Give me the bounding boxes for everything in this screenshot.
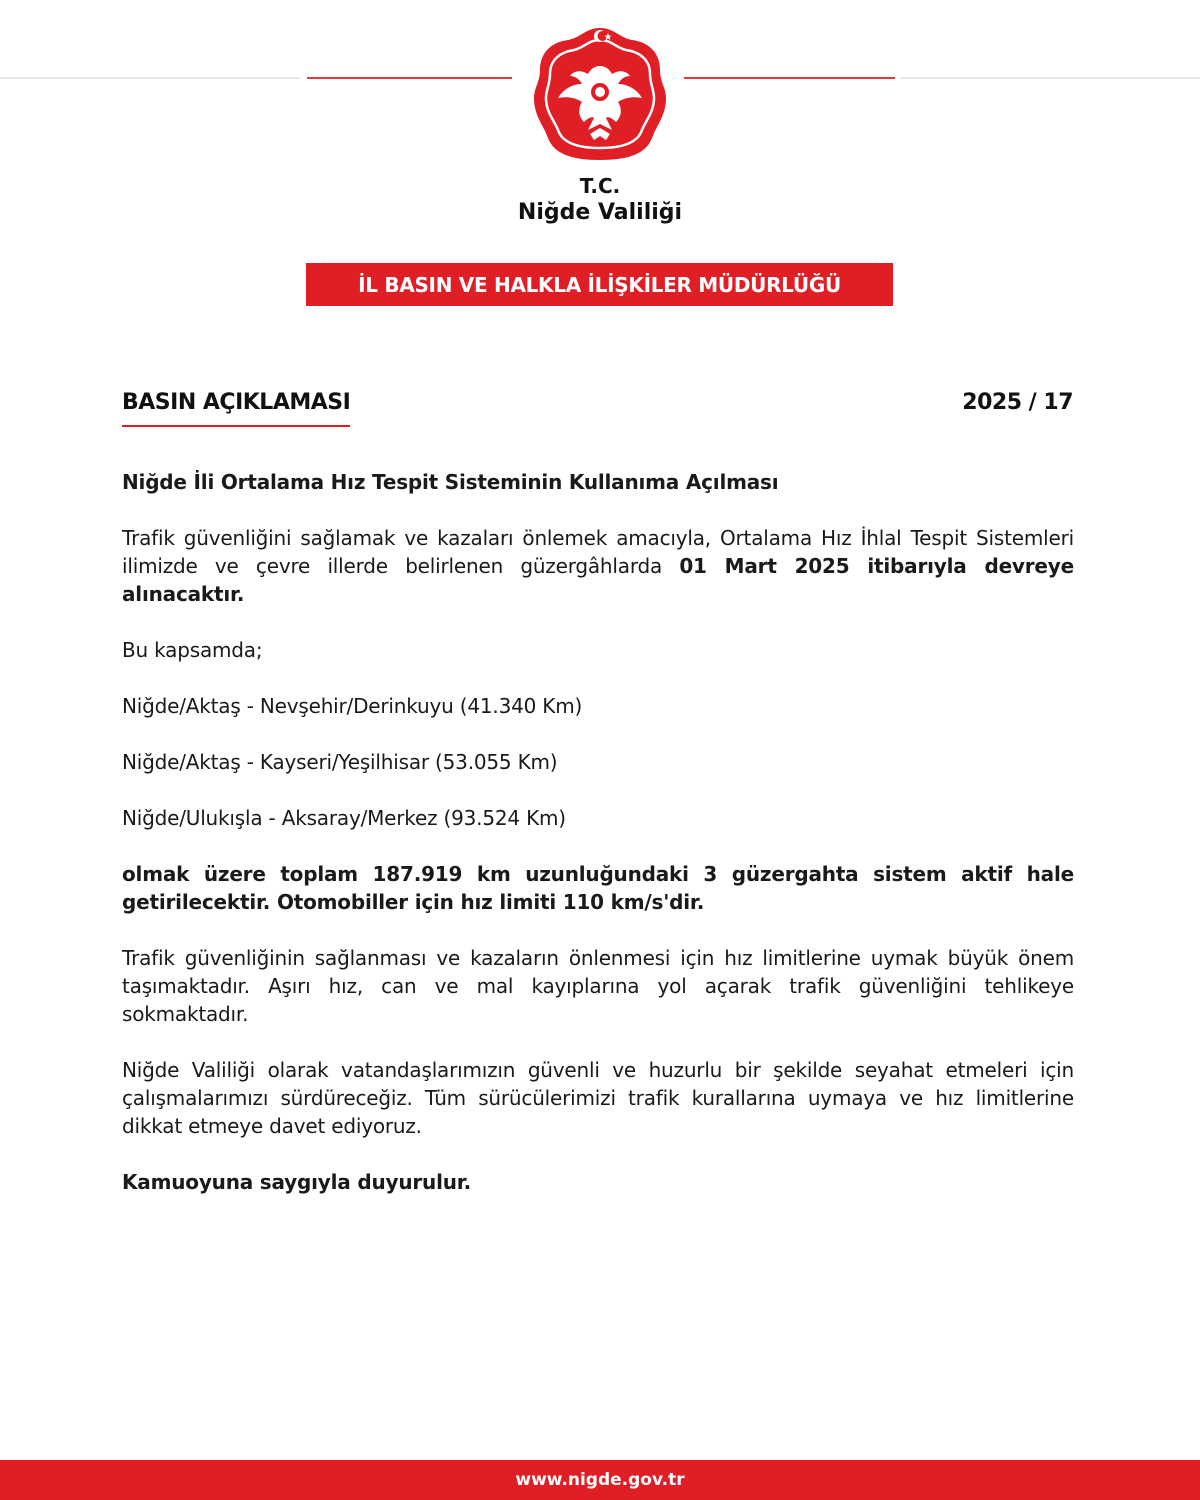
route-item: Niğde/Aktaş - Kayseri/Yeşilhisar (53.055 Km) [122, 750, 558, 774]
route-item: Niğde/Ulukışla - Aksaray/Merkez (93.524 Km) [122, 806, 566, 830]
department-label: İL BASIN VE HALKLA İLİŞKİLER MÜDÜRLÜĞÜ [358, 272, 841, 297]
org-abbrev: T.C. [579, 174, 621, 198]
header-rule-right-red [684, 77, 895, 79]
scope-lead: Bu kapsamda; [122, 638, 263, 662]
route-item: Niğde/Aktaş - Nevşehir/Derinkuyu (41.340 Km) [122, 694, 583, 718]
header-rule-left-red [307, 77, 512, 79]
header-rule-right-grey [900, 77, 1200, 79]
intro-paragraph [122, 524, 1074, 608]
nigde-emblem-icon [528, 22, 672, 166]
header-rule-left-grey [0, 77, 300, 79]
footer-bar [0, 1460, 1200, 1500]
press-release-body [122, 468, 1074, 1224]
intro-text: Trafik güvenliğini sağlamak ve kazaları önlemek amacıyla, Ortalama Hız İhlal Tespit Sistemleri ilimizde ve çevre illerde belirlenen güzergâhlarda [122, 526, 1074, 578]
safety-paragraph: Trafik güvenliğinin sağlanması ve kazaların önlenmesi için hız limitlerine uymak büyük önem taşımaktadır. Aşırı hız, can ve mal kayıplarına yol açarak trafik güvenliğini tehlikeye sokmaktadır. [122, 946, 1074, 1026]
subject-heading: Niğde İli Ortalama Hız Tespit Sisteminin Kullanıma Açılması [122, 470, 779, 494]
press-release-number: 2025 / 17 [962, 390, 1073, 415]
org-name: Niğde Valiliği [517, 200, 683, 225]
department-banner [306, 263, 893, 306]
closing-line: Kamuoyuna saygıyla duyurulur. [122, 1170, 471, 1194]
call-paragraph: Niğde Valiliği olarak vatandaşlarımızın güvenli ve huzurlu bir şekilde seyahat etmeleri için çalışmalarımızı sürdüreceğiz. Tüm sürücülerimizi trafik kurallarına uymaya ve hız limitlerine dikkat etmeye davet ediyoruz. [122, 1058, 1074, 1138]
intro-effective-date: 01 Mart 2025 itibarıyla devreye alınacaktır. [122, 554, 1074, 606]
website-link[interactable]: www.nigde.gov.tr [515, 1470, 685, 1490]
press-release-title: BASIN AÇIKLAMASI [122, 390, 350, 427]
summary-paragraph: olmak üzere toplam 187.919 km uzunluğundaki 3 güzergahta sistem aktif hale getirilecektir. Otomobiller için hız limiti 110 km/s'dir. [122, 862, 1074, 914]
